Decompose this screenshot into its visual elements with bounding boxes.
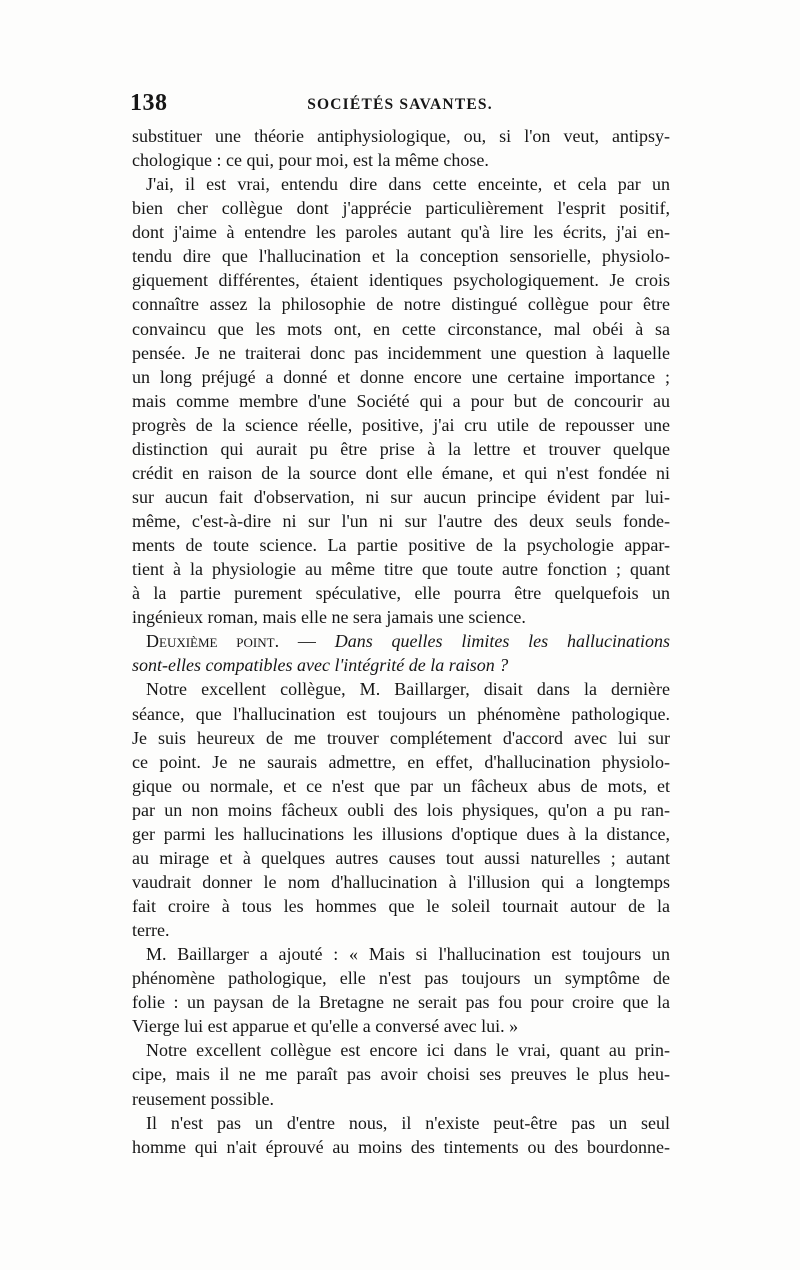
text-line: ments de toute science. La partie positive de la psychologie appar-: [132, 535, 670, 556]
text-line: dont j'aime à entendre les paroles autant qu'à lire les écrits, j'ai en-: [132, 222, 670, 243]
text-line: gique ou normale, et ce n'est que par un fâcheux abus de mots, et: [132, 775, 670, 796]
text-line: Notre excellent collègue est encore ici dans le vrai, quant au prin-: [146, 1040, 670, 1061]
text-line: ger parmi les hallucinations les illusions d'optique dues à la distance,: [132, 823, 670, 844]
text-line: par un non moins fâcheux oubli des lois physiques, qu'on a pu ran-: [132, 799, 670, 820]
text-line: même, c'est-à-dire ni sur l'un ni sur l'autre des deux seuls fonde-: [132, 511, 670, 531]
body-text: [132, 124, 670, 1159]
section-heading-label: Deuxième point. —: [146, 631, 335, 652]
page-header: [130, 90, 670, 120]
running-head: SOCIÉTÉS SAVANTES.: [307, 96, 493, 113]
text-line: distinction qui aurait pu être prise à la lettre et trouver quelque: [132, 438, 670, 459]
text-line: tendu dire que l'hallucination et la conception sensorielle, physiolo-: [132, 246, 670, 267]
text-line: reusement possible.: [132, 1088, 274, 1109]
text-line: [132, 629, 670, 653]
text-line: un long préjugé a donné et donne encore une certaine importance ;: [132, 366, 670, 387]
text-line: pensée. Je ne traiterai donc pas incidemment une question à laquelle: [132, 342, 670, 363]
text-line: phénomène pathologique, elle n'est pas toujours un symptôme de: [132, 968, 670, 989]
text-line: Il n'est pas un d'entre nous, il n'existe peut-être pas un seul: [146, 1112, 670, 1133]
text-line: ce point. Je ne saurais admettre, en effet, d'hallucination physiolo-: [132, 751, 670, 772]
text-line: substituer une théorie antiphysiologique, ou, si l'on veut, antipsy-: [132, 126, 670, 146]
text-line: chologique : ce qui, pour moi, est la même chose.: [132, 150, 489, 171]
text-line: mais comme membre d'une Société qui a pour but de concourir au: [132, 390, 670, 411]
text-line: cipe, mais il ne me paraît pas avoir choisi ses preuves le plus heu-: [132, 1064, 670, 1085]
text-line: connaître assez la philosophie de notre distingué collègue pour être: [132, 294, 670, 315]
text-line: Notre excellent collègue, M. Baillarger, disait dans la dernière: [146, 679, 670, 700]
text-line: sur aucun fait d'observation, ni sur aucun principe évident par lui-: [132, 486, 670, 507]
section-heading-title: Dans quelles limites les hallucinations: [334, 631, 671, 652]
text-line: ingénieux roman, mais elle ne sera jamais une science.: [132, 607, 526, 628]
text-line: Je suis heureux de me trouver complétement d'accord avec lui sur: [132, 727, 670, 748]
text-line: convaincu que les mots ont, en cette circonstance, mal obéi à sa: [132, 318, 670, 339]
text-line: au mirage et à quelques autres causes tout aussi naturelles ; autant: [132, 847, 670, 868]
text-line: vaudrait donner le nom d'hallucination à l'illusion qui a longtemps: [132, 871, 670, 892]
text-line: bien cher collègue dont j'apprécie particulièrement l'esprit positif,: [132, 198, 670, 219]
text-line: giquement différentes, étaient identiques psychologiquement. Je crois: [132, 270, 670, 291]
text-line: folie : un paysan de la Bretagne ne serait pas fou pour croire que la: [132, 992, 670, 1013]
text-line: Vierge lui est apparue et qu'elle a conversé avec lui. »: [132, 1016, 519, 1037]
text-line: tient à la physiologie au même titre que toute autre fonction ; quant: [132, 559, 670, 580]
text-line: terre.: [132, 920, 170, 941]
page-number: 138: [130, 90, 168, 116]
text-line: homme qui n'ait éprouvé au moins des tintements ou des bourdonne-: [132, 1136, 670, 1157]
text-line: progrès de la science réelle, positive, j'ai cru utile de repousser une: [132, 414, 670, 435]
text-line: crédit en raison de la source dont elle émane, et qui n'est fondée ni: [132, 462, 670, 483]
text-line: M. Baillarger a ajouté : « Mais si l'hallucination est toujours un: [146, 944, 670, 965]
text-line: fait croire à tous les hommes que le soleil tournait autour de la: [132, 896, 670, 916]
text-line: J'ai, il est vrai, entendu dire dans cette enceinte, et cela par un: [146, 174, 670, 195]
text-line: à la partie purement spéculative, elle pourra être quelquefois un: [132, 583, 670, 604]
text-line: sont-elles compatibles avec l'intégrité de la raison ?: [132, 655, 509, 676]
text-line: séance, que l'hallucination est toujours un phénomène pathologique.: [132, 703, 670, 724]
